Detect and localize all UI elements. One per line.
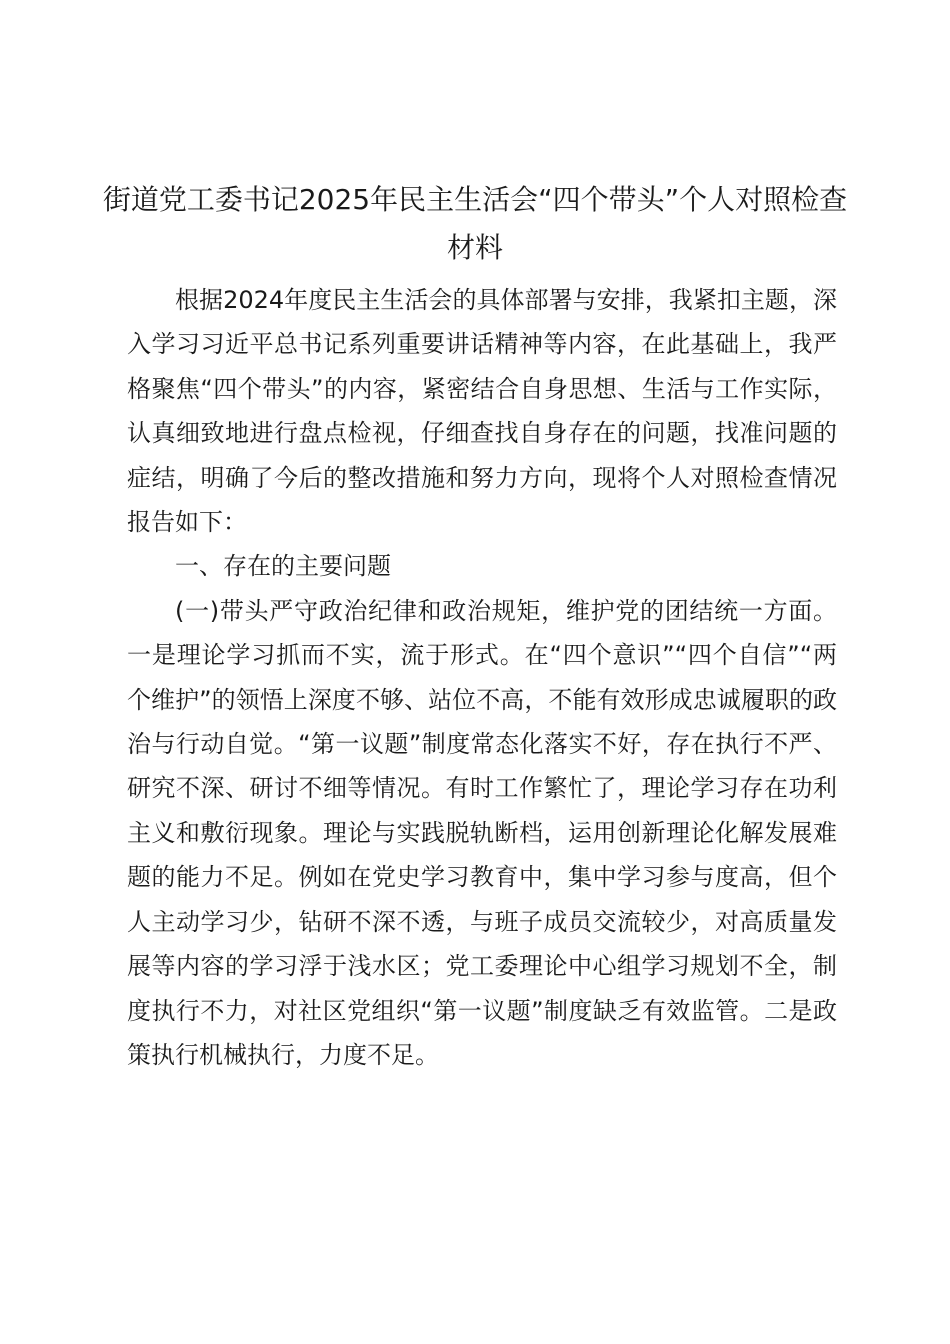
document-body [127,278,837,1077]
section-paragraph: (一)带头严守政治纪律和政治规矩，维护党的团结统一方面。一是理论学习抓而不实，流于形式。在“四个意识”“四个自信”“两个维护”的领悟上深度不够、站位不高，不能有效形成忠诚履职的政治与行动自觉。“第一议题”制度常态化落实不好，存在执行不严、研究不深、研讨不细等情况。有时工作繁忙了，理论学习存在功利主义和敷衍现象。理论与实践脱轨断档，运用创新理论化解发展难题的能力不足。例如在党史学习教育中，集中学习参与度高，但个人主动学习少，钻研不深不透，与班子成员交流较少，对高质量发展等内容的学习浮于浅水区；党工委理论中心组学习规划不全，制度执行不力，对社区党组织“第一议题”制度缺乏有效监管。二是政策执行机械执行，力度不足。 [127,596,837,1069]
section-heading: 一、存在的主要问题 [175,552,391,581]
intro-paragraph: 根据2024年度民主生活会的具体部署与安排，我紧扣主题，深入学习习近平总书记系列重要讲话精神等内容，在此基础上，我严格聚焦“四个带头”的内容，紧密结合自身思想、生活与工作实际，认真细致地进行盘点检视，仔细查找自身存在的问题，找准问题的症结，明确了今后的整改措施和努力方向，现将个人对照检查情况报告如下： [127,286,837,537]
document-title: 街道党工委书记2025年民主生活会“四个带头”个人对照检查材料 [102,183,848,264]
